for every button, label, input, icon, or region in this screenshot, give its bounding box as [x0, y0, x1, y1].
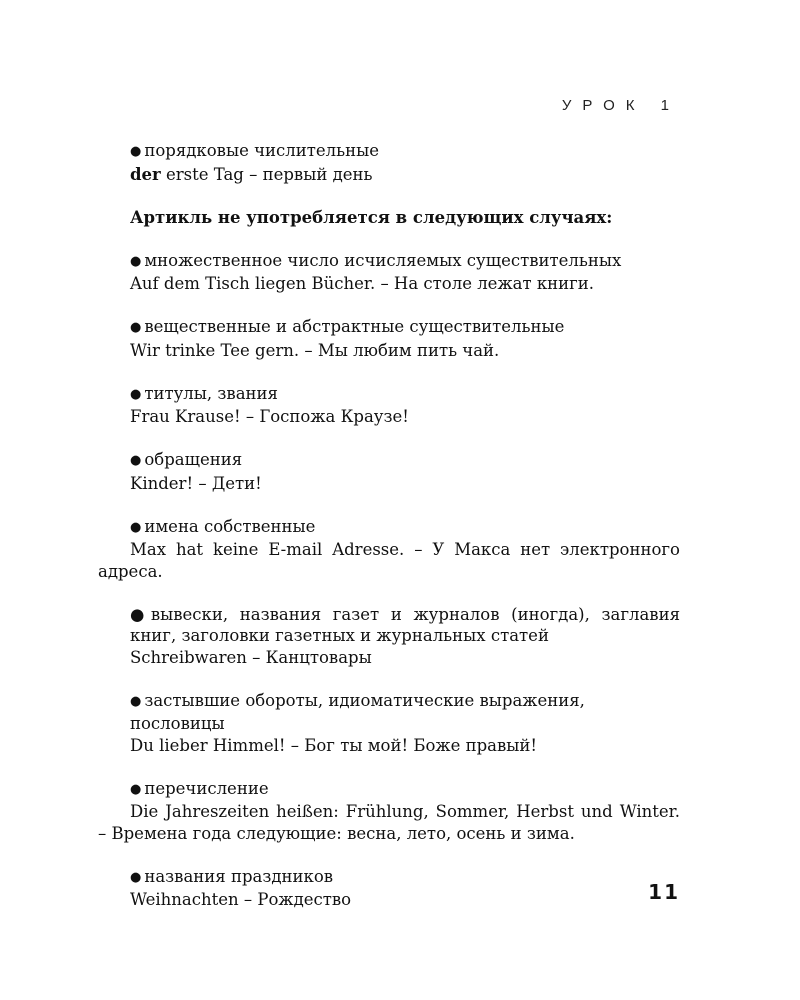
rule-section: [98, 866, 680, 911]
bullet-text: титулы, звания: [144, 383, 278, 403]
bullet-item: [98, 866, 680, 890]
bullet-text: названия праздников: [144, 866, 334, 886]
rule-section: [98, 690, 680, 757]
bullet-text: порядковые числительные: [144, 141, 379, 160]
bullet-item: [98, 383, 680, 407]
bullet-icon: ●: [130, 453, 142, 468]
page-number: 11: [648, 880, 680, 904]
rule-section: [98, 316, 680, 361]
rule-section: [98, 250, 680, 295]
example-line: Kinder! – Дети!: [130, 473, 262, 493]
page-content: [98, 140, 680, 932]
bullet-icon: ●: [130, 386, 142, 402]
example-line: Die Jahreszeiten heißen: Frühlung, Sommer, Herbst und Winter. – Времена года следующие: весна, лето, осень и зима.: [98, 802, 680, 843]
bullet-icon: ●: [130, 253, 142, 269]
bullet-icon: ●: [130, 693, 142, 709]
section-heading: Артикль не употребляется в следующих случаях:: [130, 207, 613, 227]
bullet-icon: ●: [130, 320, 142, 335]
bullet-text: обращения: [144, 450, 243, 469]
rule-section: [98, 604, 680, 669]
bullet-icon: ●: [130, 781, 142, 797]
example-line: Wir trinke Tee gern. – Мы любим пить чай.: [130, 340, 500, 360]
bullet-icon: ●: [130, 604, 151, 624]
example-line: [98, 164, 680, 186]
example-line: Weihnachten – Рождество: [130, 890, 352, 909]
bullet-item: [98, 140, 680, 164]
bullet-text: вывески, названия газет и журналов (иногда), заглавия книг, заголовки газетных и журнальных статей: [130, 604, 680, 645]
intro-section: [98, 140, 680, 185]
bullet-text: множественное число исчисляемых существительных: [144, 250, 622, 270]
bullet-item: [98, 778, 680, 802]
bullet-item: [98, 250, 680, 274]
article-word: der: [130, 164, 161, 184]
example-text: erste Tag – первый день: [160, 164, 373, 184]
rule-section: [98, 516, 680, 583]
bullet-item: [98, 449, 680, 473]
rule-section: [98, 778, 680, 845]
bullet-item: [98, 516, 680, 540]
example-line: Du lieber Himmel! – Бог ты мой! Боже правый!: [130, 735, 538, 755]
bullet-text: имена собственные: [144, 516, 316, 536]
bullet-icon: ●: [130, 869, 142, 885]
rule-section: [98, 383, 680, 428]
bullet-item: [98, 316, 680, 340]
bullet-icon: ●: [130, 144, 142, 159]
bullet-text: перечисление: [144, 778, 269, 798]
rule-section: [98, 449, 680, 494]
example-line: Schreibwaren – Канцтовары: [130, 647, 372, 667]
bullet-text: вещественные и абстрактные существительные: [144, 317, 565, 336]
example-line: Auf dem Tisch liegen Bücher. – На столе лежат книги.: [130, 274, 595, 293]
bullet-text: застывшие обороты, идиоматические выражения, пословицы: [130, 690, 585, 733]
example-line: Frau Krause! – Госпожа Краузе!: [130, 407, 409, 426]
example-line: Max hat keine E-mail Adresse. – У Макса нет электронного адреса.: [98, 540, 680, 581]
bullet-icon: ●: [130, 519, 142, 535]
lesson-header: УРОК 1: [561, 97, 680, 114]
bullet-item: [98, 604, 680, 647]
bullet-item: [98, 690, 680, 735]
